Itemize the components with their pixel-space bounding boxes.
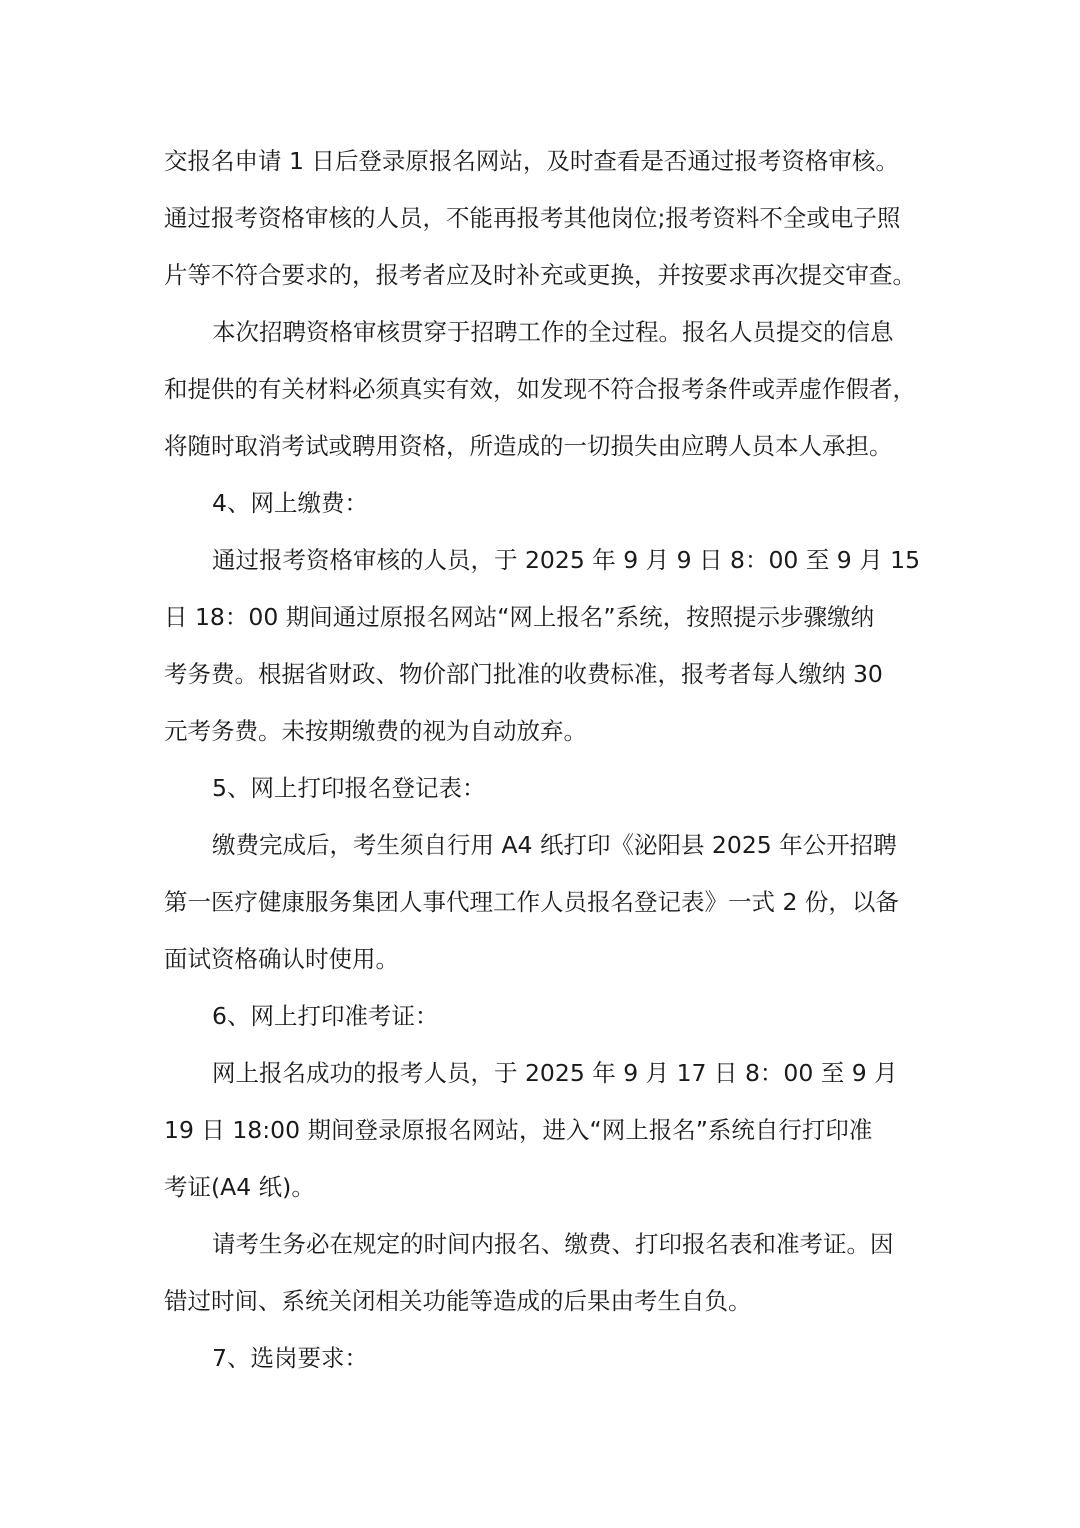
paragraph-line: 考证(A4 纸)。: [164, 1173, 315, 1201]
paragraph-line: 和提供的有关材料必须真实有效，如发现不符合报考条件或弄虚作假者，: [164, 375, 916, 403]
paragraph-line: 交报名申请 1 日后登录原报名网站，及时查看是否通过报考资格审核。: [164, 147, 899, 175]
paragraph-line: 网上报名成功的报考人员，于 2025 年 9 月 17 日 8：00 至 9 月: [212, 1059, 898, 1087]
document-body: [164, 133, 924, 1387]
paragraph-line: 日 18：00 期间通过原报名网站“网上报名”系统，按照提示步骤缴纳: [164, 603, 875, 631]
paragraph-line: 将随时取消考试或聘用资格，所造成的一切损失由应聘人员本人承担。: [164, 432, 893, 460]
section-heading: 7、选岗要求：: [212, 1344, 368, 1372]
section-heading: 6、网上打印准考证：: [212, 1002, 439, 1030]
paragraph-line: 面试资格确认时使用。: [164, 945, 399, 973]
paragraph-line: 19 日 18:00 期间登录原报名网站，进入“网上报名”系统自行打印准: [164, 1116, 873, 1144]
paragraph-line: 通过报考资格审核的人员，不能再报考其他岗位;报考资料不全或电子照: [164, 204, 901, 232]
paragraph-line: 片等不符合要求的，报考者应及时补充或更换，并按要求再次提交审查。: [164, 261, 916, 289]
paragraph-line: 通过报考资格审核的人员，于 2025 年 9 月 9 日 8：00 至 9 月 15: [212, 546, 921, 574]
paragraph-line: 第一医疗健康服务集团人事代理工作人员报名登记表》一式 2 份，以备: [164, 888, 899, 916]
section-heading: 5、网上打印报名登记表：: [212, 774, 486, 802]
paragraph-line: 错过时间、系统关闭相关功能等造成的后果由考生自负。: [164, 1287, 752, 1315]
paragraph-line: 请考生务必在规定的时间内报名、缴费、打印报名表和准考证。因: [212, 1230, 894, 1258]
paragraph-line: 本次招聘资格审核贯穿于招聘工作的全过程。报名人员提交的信息: [212, 318, 894, 346]
paragraph-line: 缴费完成后，考生须自行用 A4 纸打印《泌阳县 2025 年公开招聘: [212, 831, 897, 859]
paragraph-line: 考务费。根据省财政、物价部门批准的收费标准，报考者每人缴纳 30: [164, 660, 883, 688]
paragraph-line: 元考务费。未按期缴费的视为自动放弃。: [164, 717, 587, 745]
section-heading: 4、网上缴费：: [212, 489, 368, 517]
